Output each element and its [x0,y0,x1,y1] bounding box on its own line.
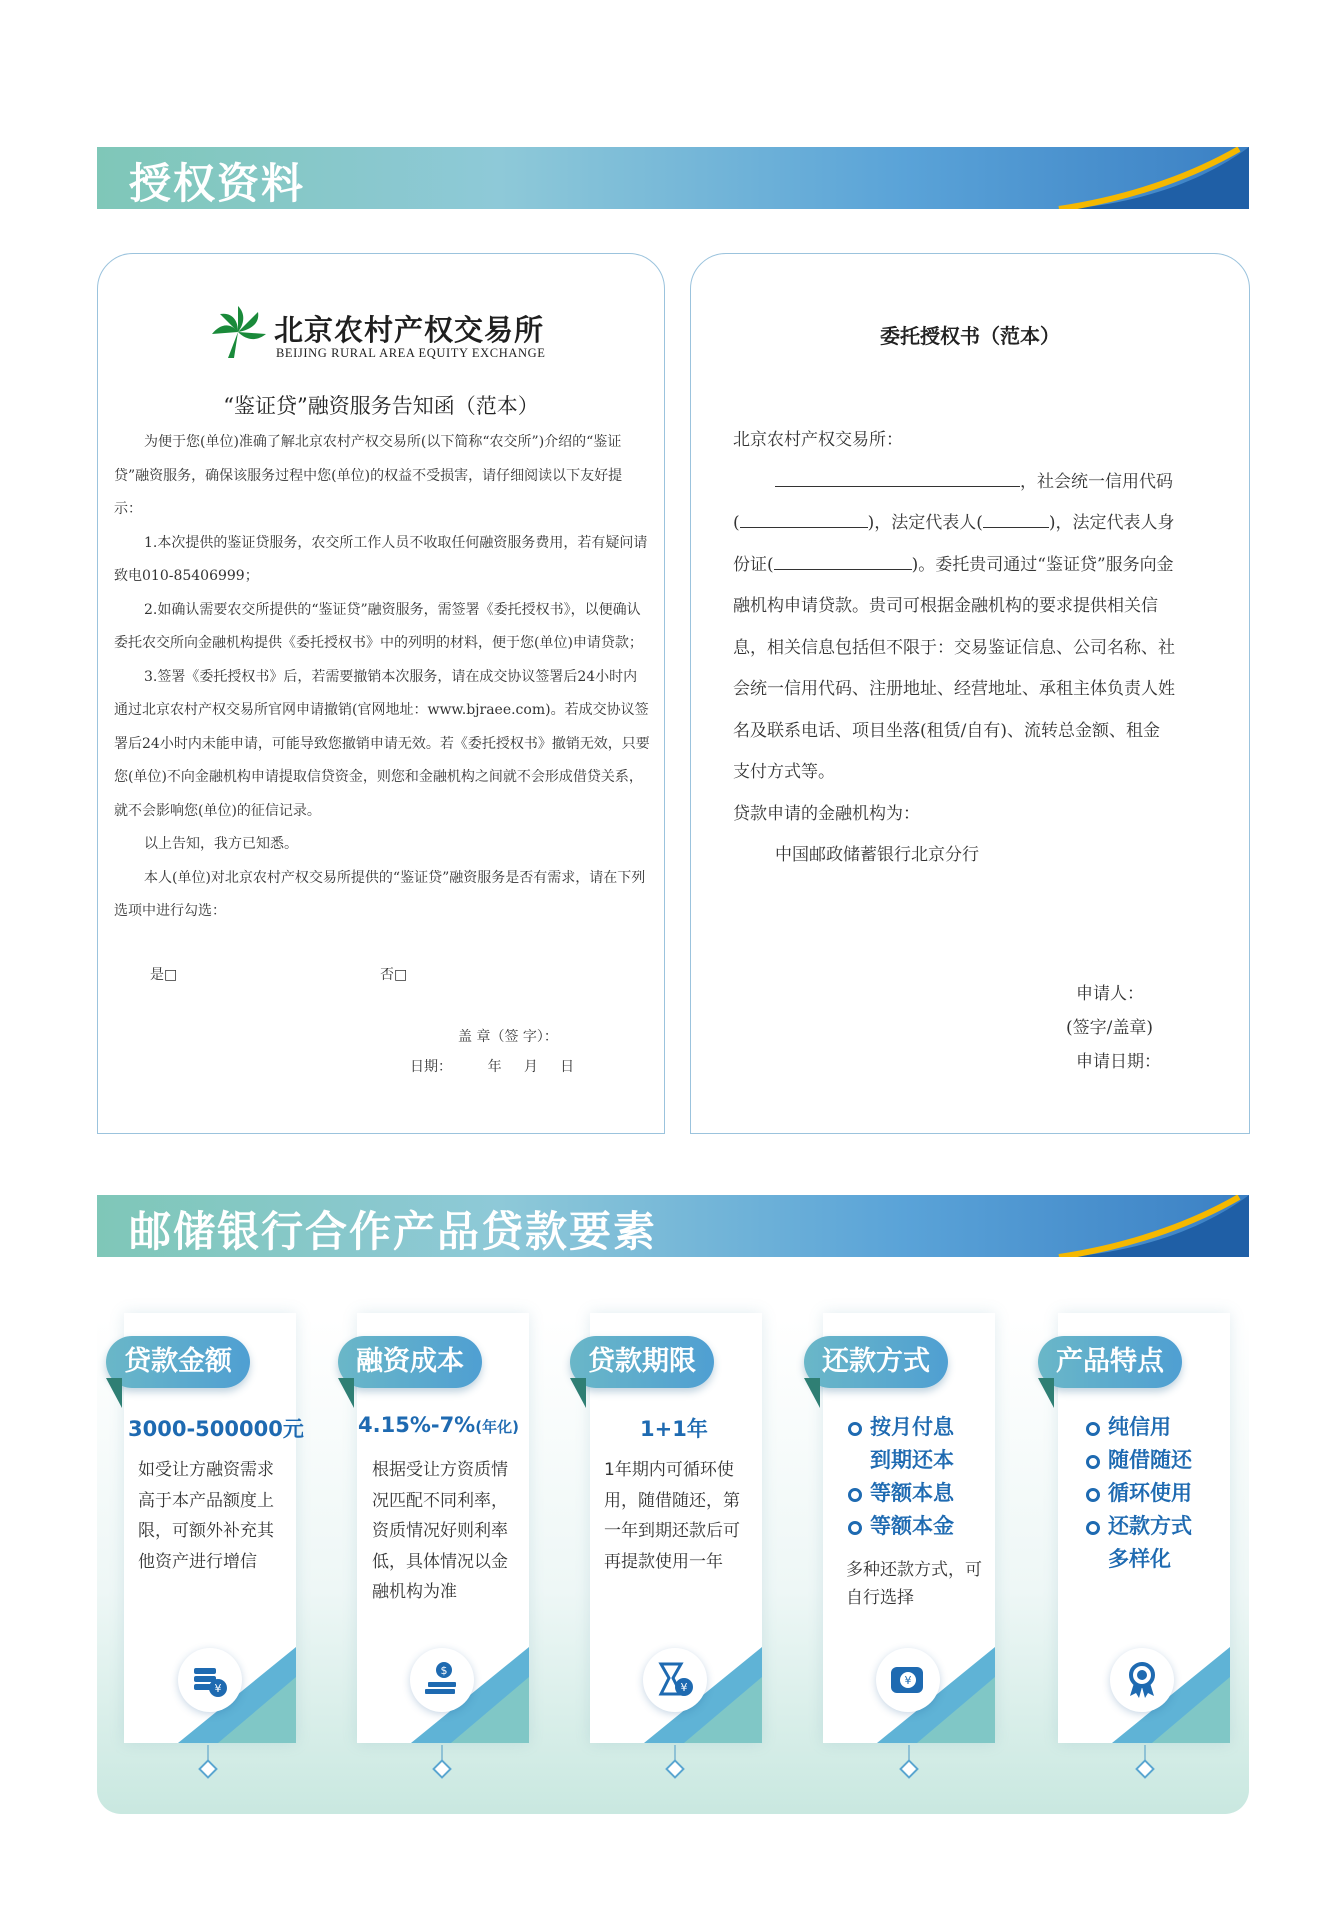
authorization-body [733,420,1213,877]
repayment-list [846,1411,954,1543]
notice-body [114,426,650,929]
card-description: 如受让方融资需求高于本产品额度上限，可额外补充其他资产进行增信 [138,1460,274,1572]
card-tag: 融资成本 [338,1336,482,1388]
auth-line: ，社会统一信用代码 [733,462,1213,504]
auth-line: 名及联系电话、项目坐落(租赁/自有)、流转总金额、租金 [733,720,1160,741]
card-value: 3000-500000元 [128,1417,304,1441]
card-description: 1年期内可循环使用，随借随还，第一年到期还款后可再提款使用一年 [604,1460,740,1572]
exchange-logo [208,304,568,374]
leaf-logo-icon [208,304,268,360]
authorization-document [690,253,1250,1134]
logo-text-cn: 北京农村产权交易所 [274,313,545,347]
notice-paragraph: 3.签署《委托授权书》后，若需要撤销本次服务，请在成交协议签署后24小时内通过北京农村产权交易所官网申请撤销(官网地址：www.bjraee.com)。若成交协议签署后24小时内未能申请，可能导致您撤销申请无效。若《委托授权书》撤销无效，只要您(单位)不向金融机构申请提取信贷资金，则您和金融机构之间就不会形成借贷关系，就不会影响您(单位)的征信记录。 [114,668,650,819]
auth-line: 息，相关信息包括但不限于：交易鉴证信息、公司名称、社 [733,637,1175,658]
card-yen-icon [876,1648,940,1712]
hourglass-yen-icon [643,1648,707,1712]
tag-fold [570,1378,586,1408]
choice-no-checkbox[interactable]: 否□ [380,967,408,983]
card-description: 根据受让方资质情况匹配不同利率，资质情况好则利率低，具体情况以金融机构为准 [372,1460,508,1602]
notice-paragraph: 2.如确认需要农交所提供的“鉴证贷”融资服务，需签署《委托授权书》，以便确认委托农交所向金融机构提供《委托授权书》中的列明的材料，便于您(单位)申请贷款； [114,601,643,651]
section-banner-products [97,1195,1249,1257]
list-item: 还款方式 [1084,1510,1192,1543]
logo-text-en: BEIJING RURAL AREA EQUITY EXCHANGE [276,346,546,360]
tag-fold [1038,1378,1054,1408]
notice-title: “鉴证贷”融资服务告知函（范本） [223,394,539,418]
list-item: 随借随还 [1084,1444,1192,1477]
notice-paragraph: 1.本次提供的鉴证贷服务，农交所工作人员不收取任何融资服务费用，若有疑问请致电010-85406999； [114,534,648,584]
card-tag: 产品特点 [1038,1336,1182,1388]
notice-paragraph: 以上告知，我方已知悉。 [144,836,298,852]
tag-fold [338,1378,354,1408]
apply-date-label: 申请日期： [1076,1052,1161,1072]
bank-name: 中国邮政储蓄银行北京分行 [775,845,979,865]
seal-label: 盖 章（签 字）： [458,1029,558,1045]
svg-text:$: $ [440,1664,448,1677]
auth-line: 支付方式等。 [733,762,835,782]
legal-rep-blank[interactable] [983,506,1049,528]
card-tag: 贷款期限 [570,1336,714,1388]
notice-paragraph: 本人(单位)对北京农村产权交易所提供的“鉴证贷”融资服务是否有需求，请在下列选项中进行勾选： [114,869,646,919]
card-tag: 还款方式 [804,1336,948,1388]
sign-label: (签字/盖章) [1066,1018,1153,1038]
notice-paragraph: 为便于您(单位)准确了解北京农村产权交易所(以下简称“农交所”)介绍的“鉴证贷”融资服务，确保该服务过程中您(单位)的权益不受损害，请仔细阅读以下友好提示： [114,434,623,517]
section-title: 邮储银行合作产品贷款要素 [129,1207,658,1256]
choice-yes-checkbox[interactable]: 是□ [150,967,178,983]
auth-line: 份证( )。委托贵司通过“鉴证贷”服务向金 [733,545,1213,587]
credit-code-blank[interactable] [740,506,868,528]
authorization-title: 委托授权书（范本） [880,324,1060,348]
notice-document [97,253,665,1134]
money-stack-icon [410,1648,474,1712]
card-value: 4.15%-7%(年化) [358,1413,519,1437]
section-title: 授权资料 [129,159,306,208]
auth-line: 融机构申请贷款。贵司可根据金融机构的要求提供相关信 [733,596,1158,616]
svg-text:¥: ¥ [214,1682,222,1695]
id-number-blank[interactable] [774,548,912,570]
list-item: 到期还本 [870,1448,954,1472]
list-item: 按月付息 [846,1411,954,1444]
banner-swoosh-icon [1029,1195,1249,1257]
auth-line: ( )，法定代表人( )，法定代表人身 [733,503,1213,545]
list-item: 循环使用 [1084,1477,1192,1510]
features-list [1084,1411,1192,1576]
svg-text:¥: ¥ [904,1674,912,1687]
auth-line: 贷款申请的金融机构为： [733,803,920,824]
addressee: 北京农村产权交易所： [733,430,903,450]
section-banner-auth [97,147,1249,209]
banner-swoosh-icon [1029,147,1249,209]
card-tag: 贷款金额 [106,1336,250,1388]
auth-line: 会统一信用代码、注册地址、经营地址、承租主体负责人姓 [733,679,1175,699]
card-description: 多种还款方式，可自行选择 [846,1560,982,1608]
list-item: 多样化 [1108,1547,1171,1571]
tag-fold [106,1378,122,1408]
tag-fold [804,1378,820,1408]
award-icon [1110,1648,1174,1712]
list-item: 纯信用 [1084,1411,1192,1444]
svg-text:¥: ¥ [680,1681,688,1694]
list-item: 等额本金 [846,1510,954,1543]
company-name-blank[interactable] [775,465,1020,487]
list-item: 等额本息 [846,1477,954,1510]
applicant-label: 申请人： [1076,984,1144,1004]
date-label: 日期： 年 月 日 [410,1059,575,1075]
coins-icon [178,1648,242,1712]
card-value: 1+1年 [640,1417,708,1441]
